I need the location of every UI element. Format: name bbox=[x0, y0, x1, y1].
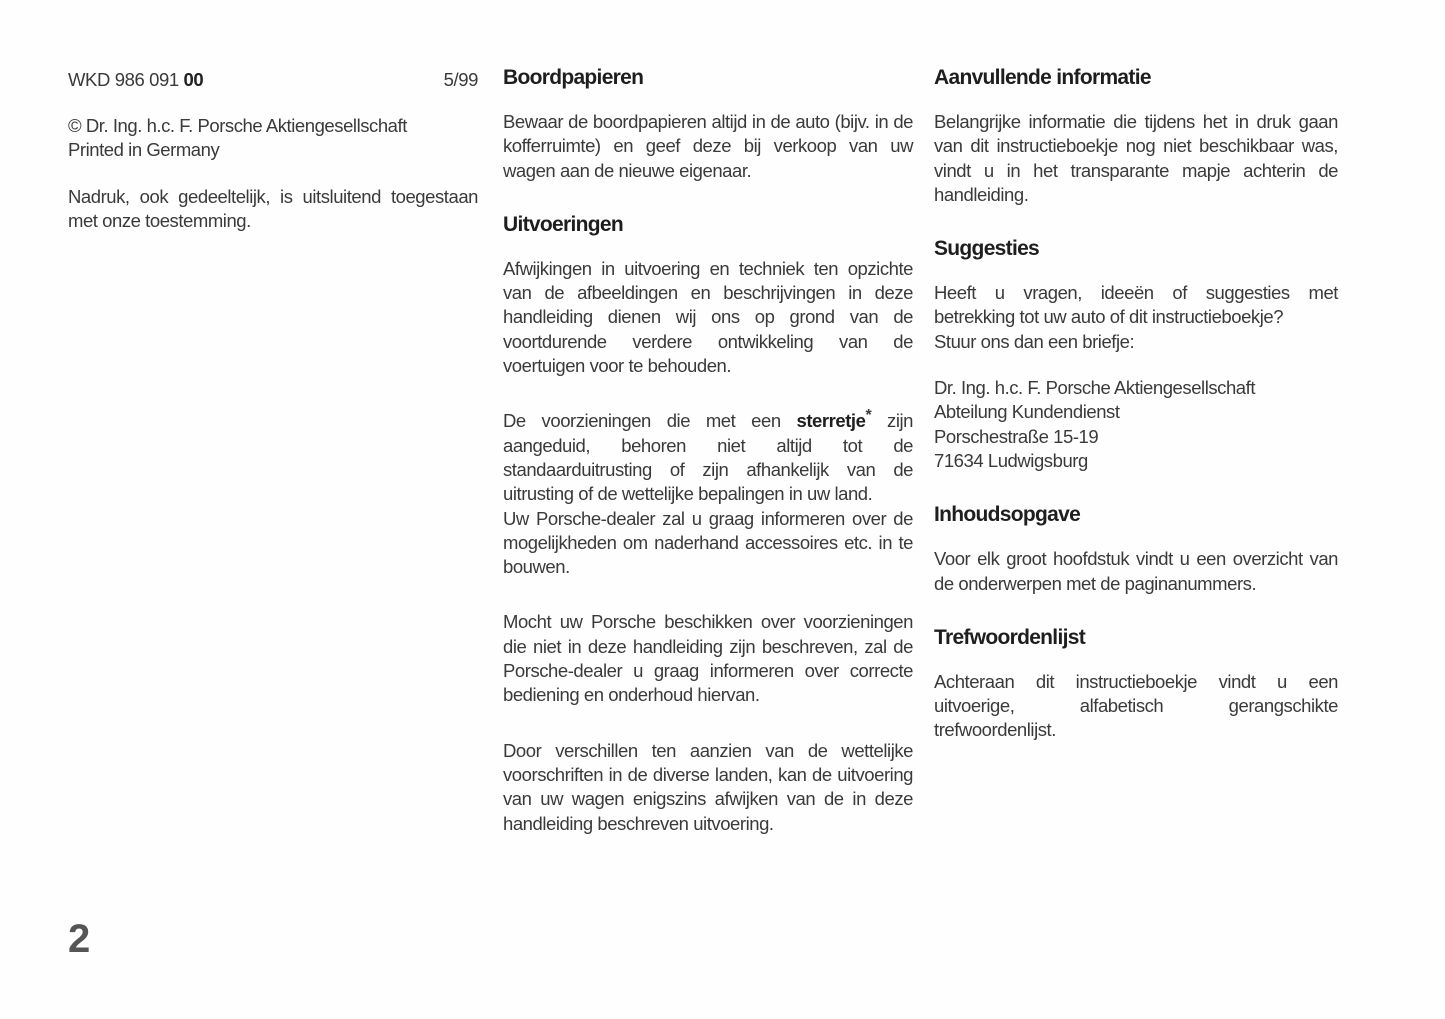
imprint-column bbox=[68, 64, 478, 233]
uitvoeringen-paragraph-2 bbox=[503, 409, 913, 506]
asterisk-mark: * bbox=[865, 407, 872, 425]
uitvoeringen-dealer-note: Uw Porsche-dealer zal u graag informeren over de mogelijkheden om naderhand accessoires etc. in te bouwen. bbox=[503, 507, 913, 578]
heading-trefwoordenlijst: Trefwoordenlijst bbox=[934, 625, 1085, 649]
heading-inhoudsopgave: Inhoudsopgave bbox=[934, 503, 1081, 527]
paragraph-2-rest: zijn aangeduid, behoren niet altijd tot de standaarduitrusting of zijn afhankelijk van de uitrusting of de wettelijke bepalingen in uw land. bbox=[503, 410, 914, 505]
heading-uitvoeringen: Uitvoeringen bbox=[503, 212, 623, 236]
inhoudsopgave-text: Voor elk groot hoofdstuk vindt u een overzicht van de onderwerpen met de paginanummers. bbox=[934, 548, 1338, 594]
printed-line: Printed in Germany bbox=[68, 139, 220, 161]
document-code-number: WKD 986 091 bbox=[68, 69, 179, 90]
address-line-city: 71634 Ludwigsburg bbox=[934, 449, 1088, 471]
copyright-line: © Dr. Ing. h.c. F. Porsche Aktiengesellschaft bbox=[68, 115, 407, 136]
reprint-notice: Nadruk, ook gedeeltelijk, is uitsluitend toegestaan met onze toestemming. bbox=[68, 185, 478, 231]
aanvullende-informatie-text: Belangrijke informatie die tijdens het in druk gaan van dit instructieboekje nog niet beschikbaar was, vindt u in het transparante mapje achterin de handleiding. bbox=[934, 111, 1338, 205]
middle-column bbox=[503, 64, 913, 836]
heading-suggesties: Suggesties bbox=[934, 237, 1040, 261]
sterretje-term: sterretje bbox=[796, 410, 866, 432]
uitvoeringen-paragraph-3: Mocht uw Porsche beschikken over voorzieningen die niet in deze handleiding zijn beschreven, zal de Porsche-dealer u graag informeren over correcte bediening en onderhoud hiervan. bbox=[503, 611, 913, 706]
address-line-company: Dr. Ing. h.c. F. Porsche Aktiengesellschaft bbox=[934, 377, 1256, 399]
document-code bbox=[68, 68, 203, 92]
uitvoeringen-paragraph-4: Door verschillen ten aanzien van de wettelijke voorschriften in de diverse landen, kan de uitvoering van uw wagen enigszins afwijken van de in deze handleiding beschreven uitvoering. bbox=[503, 739, 913, 834]
document-code-line bbox=[68, 68, 478, 92]
paragraph-2-intro: De voorzieningen die met een bbox=[503, 410, 797, 432]
document-code-suffix: 00 bbox=[183, 69, 204, 90]
address-line-street: Porschestraße 15-19 bbox=[934, 425, 1099, 447]
document-date: 5/99 bbox=[443, 69, 478, 90]
suggesties-text: Heeft u vragen, ideeën of suggesties met betrekking tot uw auto of dit instructieboekje? bbox=[934, 282, 1338, 328]
address-line-department: Abteilung Kundendienst bbox=[934, 401, 1120, 423]
uitvoeringen-paragraph-1: Afwijkingen in uitvoering en techniek ten opzichte van de afbeeldingen en beschrijvingen in deze handleiding dienen wij ons op grond van de voortdurende verdere ontwikkeling van de voertuigen voor te behouden. bbox=[503, 257, 913, 377]
heading-aanvullende-informatie: Aanvullende informatie bbox=[934, 66, 1151, 89]
suggesties-text-2: Stuur ons dan een briefje: bbox=[934, 330, 1135, 352]
heading-boordpapieren: Boordpapieren bbox=[503, 66, 644, 89]
right-column bbox=[934, 64, 1338, 743]
boordpapieren-text: Bewaar de boordpapieren altijd in de auto (bijv. in de kofferruimte) en geef deze bij verkoop van uw wagen aan de nieuwe eigenaar. bbox=[503, 111, 913, 181]
trefwoordenlijst-text: Achteraan dit instructieboekje vindt u een uitvoerige, alfabetisch gerangschikte trefwoordenlijst. bbox=[934, 670, 1338, 741]
page-number: 2 bbox=[68, 917, 91, 961]
